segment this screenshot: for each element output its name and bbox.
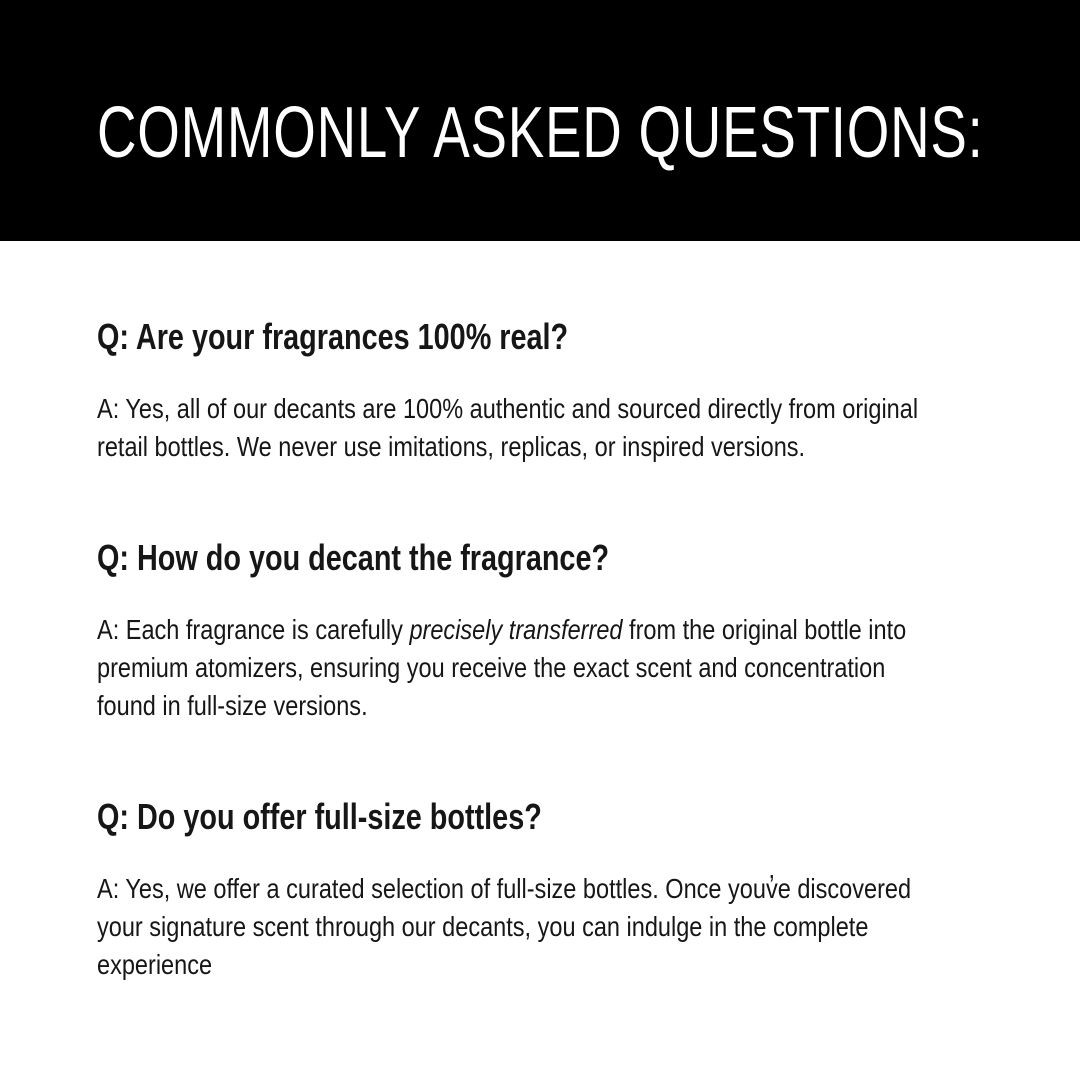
faq-item-authenticity — [97, 315, 1020, 466]
answer-line-text: A: Yes, we offer a curated selection of full-size bottles. Once youv̓e discovered — [97, 873, 912, 904]
question-text: Q: Do you offer full-size bottles? — [97, 796, 542, 837]
answer-line-text: retail bottles. We never use imitations, replicas, or inspired versions. — [97, 431, 806, 462]
question-heading — [97, 315, 1020, 358]
answer-line — [97, 870, 1020, 908]
italic-emphasis: precisely transferred — [409, 614, 623, 645]
answer-text — [97, 611, 1020, 725]
answer-text — [97, 390, 1020, 466]
faq-section — [0, 241, 1080, 984]
faq-item-full-size — [97, 795, 1020, 984]
answer-line — [97, 428, 1020, 466]
answer-segment: from the original bottle into — [622, 614, 907, 645]
answer-line-text: your signature scent through our decants, you can indulge in the complete — [97, 911, 869, 942]
question-text: Q: Are your fragrances 100% real? — [97, 316, 569, 357]
answer-line — [97, 611, 1020, 649]
answer-line-text: experience — [97, 949, 213, 980]
page-title: COMMONLY ASKED QUESTIONS: — [96, 92, 984, 173]
faq-item-decanting — [97, 536, 1020, 725]
header-band — [0, 0, 1080, 241]
question-text: Q: How do you decant the fragrance? — [97, 537, 610, 578]
answer-line — [97, 946, 1020, 984]
answer-line-text: found in full-size versions. — [97, 690, 368, 721]
question-heading — [97, 536, 1020, 579]
answer-line — [97, 649, 1020, 687]
answer-line-text: A: Yes, all of our decants are 100% authentic and sourced directly from original — [97, 393, 919, 424]
answer-line — [97, 687, 1020, 725]
answer-line — [97, 390, 1020, 428]
answer-segment: A: Each fragrance is carefully — [97, 614, 410, 645]
question-heading — [97, 795, 1020, 838]
answer-line-text — [97, 611, 906, 649]
answer-text — [97, 870, 1020, 984]
answer-line — [97, 908, 1020, 946]
answer-line-text: premium atomizers, ensuring you receive the exact scent and concentration — [97, 652, 886, 683]
